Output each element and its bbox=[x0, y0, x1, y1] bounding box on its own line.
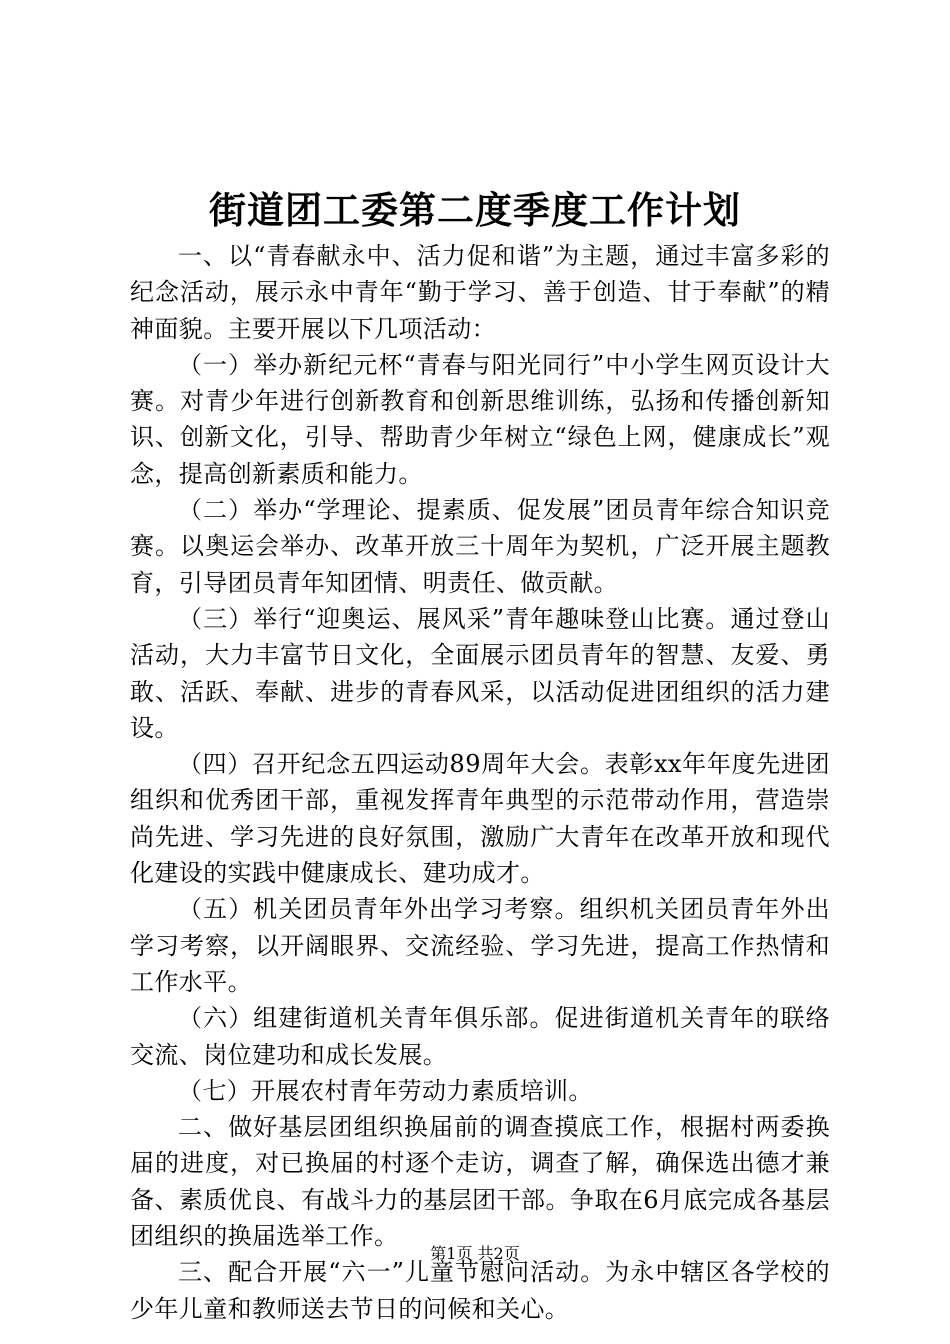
paragraph-3: （二）举办“学理论、提素质、促发展”团员青年综合知识竞赛。以奥运会举办、改革开放三十周年为契机，广泛开展主题教育，引导团员青年知团情、明责任、做贡献。 bbox=[130, 496, 830, 597]
paragraph-9: 二、做好基层团组织换届前的调查摸底工作，根据村两委换届的进度，对已换届的村逐个走访，调查了解，确保选出德才兼备、素质优良、有战斗力的基层团干部。争取在6月底完成各基层团组织的换届选举工作。 bbox=[130, 1113, 830, 1251]
paragraph-6: （五）机关团员青年外出学习考察。组织机关团员青年外出学习考察，以开阔眼界、交流经验、学习先进，提高工作热情和工作水平。 bbox=[130, 895, 830, 996]
page-number-footer: 第1页 共2页 bbox=[430, 1244, 520, 1263]
paragraph-2: （一）举办新纪元杯“青春与阳光同行”中小学生网页设计大赛。对青少年进行创新教育和创新思维训练，弘扬和传播创新知识、创新文化，引导、帮助青少年树立“绿色上网，健康成长”观念，提高创新素质和能力。 bbox=[130, 350, 830, 488]
paragraph-10: 三、配合开展“六一”儿童节慰问活动。为永中辖区各学校的少年儿童和教师送去节日的问候和关心。 bbox=[130, 1258, 830, 1323]
document-title: 街道团工委第二度季度工作计划 bbox=[209, 188, 741, 232]
paragraph-8: （七）开展农村青年劳动力素质培训。 bbox=[178, 1076, 593, 1105]
paragraph-7: （六）组建街道机关青年俱乐部。促进街道机关青年的联络交流、岗位建功和成长发展。 bbox=[130, 1004, 830, 1069]
document-body bbox=[130, 238, 830, 1327]
paragraph-1: 一、以“青春献永中、活力促和谐”为主题，通过丰富多彩的纪念活动，展示永中青年“勤于学习、善于创造、甘于奉献”的精神面貌。主要开展以下几项活动： bbox=[130, 242, 830, 343]
paragraph-4: （三）举行“迎奥运、展风采”青年趣味登山比赛。通过登山活动，大力丰富节日文化，全面展示团员青年的智慧、友爱、勇敢、活跃、奉献、进步的青春风采，以活动促进团组织的活力建设。 bbox=[130, 604, 830, 742]
paragraph-5: （四）召开纪念五四运动89周年大会。表彰xx年年度先进团组织和优秀团干部，重视发挥青年典型的示范带动作用，营造崇尚先进、学习先进的良好氛围，激励广大青年在改革开放和现代化建设的实践中健康成长、建功成才。 bbox=[130, 750, 830, 888]
